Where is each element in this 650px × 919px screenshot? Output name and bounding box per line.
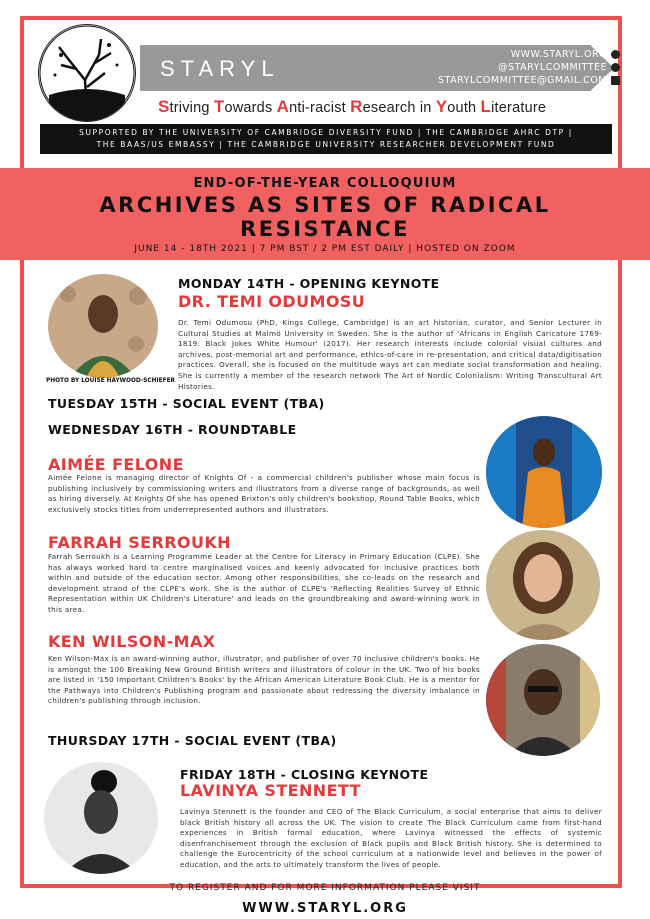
thursday-heading: THURSDAY 17TH - SOCIAL EVENT (TBA) <box>48 733 337 748</box>
speaker-name-farrah: FARRAH SERROUKH <box>48 533 231 552</box>
speaker-name-aimee: AIMÉE FELONE <box>48 455 184 474</box>
friday-speaker-name: LAVINYA STENNETT <box>180 781 361 800</box>
photo-credit: PHOTO BY LOUISE HAYWOOD-SCHIEFER <box>46 378 176 384</box>
photo-farrah-serroukh <box>486 530 600 640</box>
tuesday-heading: TUESDAY 15TH - SOCIAL EVENT (TBA) <box>48 396 325 411</box>
speaker-bio-farrah: Farrah Serroukh is a Learning Programme Leader at the Centre for Literacy in Primary Education (CLPE). She has always worked hard to centre marginalised voices and keenly advocated for inclusive practices both within and outside of the education sector. Among other responsibilities, she co-leads on the research and development strand of the CLPE's work. She is the author of CLPE's 'Reflecting Realities Survey of Ethnic Representation within UK Children's Literature' and leads on the groundbreaking and award-winning work in this area. <box>48 552 480 614</box>
mail-icon <box>611 76 620 85</box>
photo-lavinya-stennett <box>44 762 158 874</box>
staryl-logo <box>38 24 136 122</box>
twitter-link[interactable]: @STARYLCOMMITTEE <box>498 62 607 73</box>
friday-bio: Lavinya Stennett is the founder and CEO of The Black Curriculum, a social enterprise that aims to deliver black British history all across the UK. The vision to create The Black Curriculum came from first-hand experiences in British formal education, where Lavinya witnessed the effects of systemic disenfranchisement through the exclusion of Black pupils and Black British history. She is determined to challenge the Eurocentricity of the school curriculum at a nationwide level and believes in the power of education, and the arts to ultimately transform the lives of people. <box>180 807 602 869</box>
email-link[interactable]: STARYLCOMMITTEE@GMAIL.COM <box>438 75 607 86</box>
speaker-bio-aimee: Aimée Felone is managing director of Knights Of - a commercial children's publisher whose main focus is publishing inclusively by commissioning writers and illustrators from a diverse range of backgrounds, as well as hiring diversely. At Knights Of she has opened Brixton's only children's bookshop, Round Table Books, which exclusively stocks titles from underrepresented authors and illustrators. <box>48 473 480 514</box>
footer-website-link[interactable]: WWW.STARYL.ORG <box>242 901 408 916</box>
monday-speaker-name: DR. TEMI ODUMOSU <box>178 292 366 311</box>
tagline: Striving Towards Anti-racist Research in Youth Literature <box>158 97 547 116</box>
brand-name: STARYL <box>160 56 280 81</box>
event-title: ARCHIVES AS SITES OF RADICAL RESISTANCE <box>99 193 551 241</box>
event-dates: JUNE 14 - 18TH 2021 | 7 PM BST / 2 PM EST DAILY | HOSTED ON ZOOM <box>134 244 516 254</box>
twitter-icon <box>611 63 620 72</box>
friday-heading: FRIDAY 18TH - CLOSING KEYNOTE <box>180 767 429 782</box>
supporters-bar: SUPPORTED BY THE UNIVERSITY OF CAMBRIDGE DIVERSITY FUND | THE CAMBRIDGE AHRC DTP | THE BAAS/US EMBASSY | THE CAMBRIDGE UNIVERSITY RESEARCHER DEVELOPMENT FUND <box>40 124 612 154</box>
register-text: TO REGISTER AND FOR MORE INFORMATION PLEASE VISIT <box>169 883 481 893</box>
monday-heading: MONDAY 14TH - OPENING KEYNOTE <box>178 276 440 291</box>
photo-ken-wilson-max <box>486 644 600 756</box>
wednesday-heading: WEDNESDAY 16TH - ROUNDTABLE <box>48 422 297 437</box>
monday-bio: Dr. Temi Odumosu (PhD, Kings College, Cambridge) is an art historian, curator, and Senior Lecturer in Cultural Studies at Malmö University in Sweden. She is the author of 'Africans in English Caricature 1769-1819: Black Jokes White Humour' (2017). Her research interests include colonial visual cultures and archives, post-memorial art and performance, ethics-of-care in re-presentation, and critical data/digitisation practices. Overall, she is focused on the multitude ways art can mediate social transformation and healing. She is currently a member of the research network The Art of Nordic Colonialism: Writing Transcultural Art Histories. <box>178 318 602 391</box>
event-kicker: END-OF-THE-YEAR COLLOQUIUM <box>193 176 457 191</box>
speaker-name-ken: KEN WILSON-MAX <box>48 632 216 651</box>
globe-icon <box>611 50 620 59</box>
website-link[interactable]: WWW.STARYL.ORG <box>510 49 607 60</box>
contact-block <box>438 48 620 87</box>
photo-aimee-felone <box>486 416 602 528</box>
speaker-bio-ken: Ken Wilson-Max is an award-winning author, illustrator, and publisher of over 70 inclusive children's books. He is amongst the 100 Breaking New Ground British writers and illustrators of colour in the UK. Two of his books are listed in '150 Important Children's Books' by the African American Literature Book Club. He is a mentor for the Pathways into Children's Publishing program and passionate about redressing the diversity imbalance in children's publishing through inclusion. <box>48 654 480 706</box>
photo-temi-odumosu <box>48 274 158 378</box>
